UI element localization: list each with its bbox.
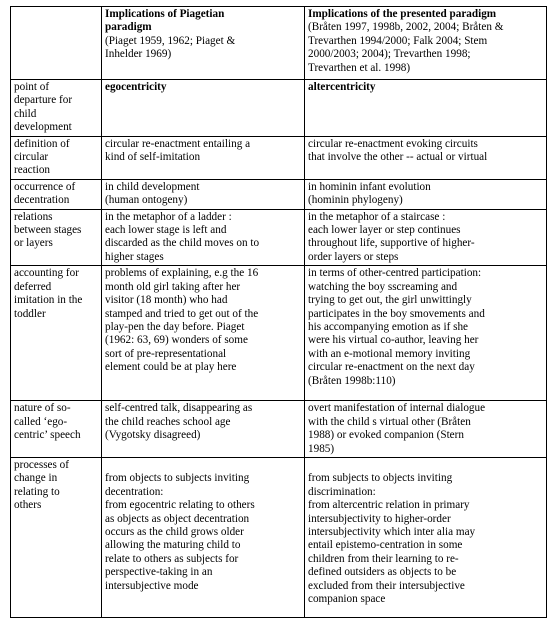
presented-line: 1985) bbox=[308, 442, 335, 455]
row-label-line: development bbox=[14, 121, 72, 134]
presented-line: order layers or steps bbox=[308, 250, 399, 263]
header-presented-refs-4: Trevarthen et al. 1998) bbox=[308, 61, 411, 74]
piaget-line: from egocentric relating to others bbox=[105, 499, 255, 512]
piaget-line: discarded as the child moves on to bbox=[105, 237, 260, 250]
table-row bbox=[11, 457, 547, 617]
table-body bbox=[11, 80, 547, 618]
presented-line: throughout life, supportive of higher- bbox=[308, 237, 475, 250]
table-row bbox=[11, 401, 547, 458]
piaget-cell bbox=[102, 136, 305, 179]
piaget-line: kind of self-imitation bbox=[105, 151, 201, 164]
presented-line: (Bråten 1998b:110) bbox=[308, 374, 396, 387]
presented-line: from altercentric relation in primary bbox=[308, 499, 470, 512]
piaget-line: (human ontogeny) bbox=[105, 194, 188, 207]
piaget-line: intersubjective mode bbox=[105, 579, 199, 592]
presented-line: his accompanying emotion as if she bbox=[308, 320, 469, 333]
piaget-cell bbox=[102, 179, 305, 209]
piaget-line: occurs as the child grows older bbox=[105, 525, 244, 538]
presented-cell bbox=[305, 136, 547, 179]
row-label-line: definition of bbox=[14, 137, 70, 150]
header-piaget-cell bbox=[102, 7, 305, 80]
piaget-cell bbox=[102, 266, 305, 401]
piaget-line: play-pen the day before. Piaget bbox=[105, 320, 245, 333]
presented-line: circular re-enactment on the next day bbox=[308, 361, 475, 374]
header-presented-cell bbox=[305, 7, 547, 80]
piaget-line: from objects to subjects inviting bbox=[105, 472, 250, 485]
piaget-line: (Vygotsky disagreed) bbox=[105, 429, 201, 442]
piaget-line: (1962: 63, 69) wonders of some bbox=[105, 334, 248, 347]
presented-line: with an e-motional memory inviting bbox=[308, 347, 471, 360]
presented-line: with the child s virtual other (Bråten bbox=[308, 415, 471, 428]
row-label-line: toddler bbox=[14, 307, 46, 320]
row-label-line: circular bbox=[14, 151, 49, 164]
piaget-line: each lower stage is left and bbox=[105, 224, 227, 237]
presented-cell bbox=[305, 401, 547, 458]
row-label-line: relating to bbox=[14, 485, 60, 498]
header-piaget-title-2: paradigm bbox=[105, 21, 152, 34]
piaget-cell bbox=[102, 80, 305, 137]
piaget-line: self-centred talk, disappearing as bbox=[105, 402, 253, 415]
row-label-line: imitation in the bbox=[14, 294, 83, 307]
row-label-line: others bbox=[14, 499, 42, 512]
piaget-line: stamped and tried to get out of the bbox=[105, 307, 259, 320]
presented-cell bbox=[305, 457, 547, 617]
piaget-line: as objects as object decentration bbox=[105, 512, 250, 525]
presented-cell bbox=[305, 179, 547, 209]
presented-line: (hominin phylogeny) bbox=[308, 194, 403, 207]
header-presented-refs-2: Trevarthen 1994/2000; Falk 2004; Stem bbox=[308, 34, 488, 47]
presented-line: intersubjectivity which inter alia may bbox=[308, 525, 476, 538]
piaget-cell bbox=[102, 209, 305, 266]
presented-line: in terms of other-centred participation: bbox=[308, 267, 482, 280]
piaget-line: visitor (18 month) who had bbox=[105, 294, 228, 307]
presented-cell bbox=[305, 266, 547, 401]
presented-line: children from their learning to re- bbox=[308, 552, 459, 565]
comparison-table bbox=[10, 6, 547, 618]
piaget-line: circular re-enactment entailing a bbox=[105, 137, 251, 150]
presented-line: excluded from their intersubjective bbox=[308, 579, 465, 592]
piaget-line: relate to others as subjects for bbox=[105, 552, 239, 565]
piaget-cell bbox=[102, 401, 305, 458]
row-label-line: between stages bbox=[14, 224, 82, 237]
presented-line: that involve the other -- actual or virtual bbox=[308, 151, 488, 164]
table-row bbox=[11, 266, 547, 401]
presented-line: trying to get out, the girl unwittingly bbox=[308, 294, 472, 307]
piaget-line: perspective-taking in an bbox=[105, 566, 213, 579]
presented-line: from subjects to objects inviting bbox=[308, 472, 453, 485]
presented-line: altercentricity bbox=[308, 81, 376, 93]
header-presented-refs-3: 2000/2003; 2004); Trevarthen 1998; bbox=[308, 48, 471, 61]
row-label-line: processes of bbox=[14, 458, 69, 471]
presented-line: in hominin infant evolution bbox=[308, 180, 431, 193]
row-label-line: deferred bbox=[14, 280, 52, 293]
row-label-line: relations bbox=[14, 210, 53, 223]
header-piaget-refs-2: Inhelder 1969) bbox=[105, 48, 172, 61]
presented-line: participates in the boy smovements and bbox=[308, 307, 485, 320]
header-piaget-title-1: Implications of Piagetian bbox=[105, 8, 225, 20]
row-label-cell bbox=[11, 136, 102, 179]
presented-line: overt manifestation of internal dialogue bbox=[308, 402, 486, 415]
row-label-cell bbox=[11, 401, 102, 458]
presented-line: entail epistemo-centration in some bbox=[308, 539, 463, 552]
piaget-line: the child reaches school age bbox=[105, 415, 231, 428]
row-label-cell bbox=[11, 209, 102, 266]
header-presented-title-1: Implications of the presented paradigm bbox=[308, 8, 497, 20]
row-label-line: occurrence of bbox=[14, 180, 76, 193]
row-label-line: departure for bbox=[14, 94, 73, 107]
presented-line bbox=[308, 459, 543, 472]
piaget-line: month old girl taking after her bbox=[105, 280, 241, 293]
piaget-line: higher stages bbox=[105, 250, 164, 263]
presented-line: watching the boy sscreaming and bbox=[308, 280, 458, 293]
piaget-line: element could be at play here bbox=[105, 361, 237, 374]
presented-line: companion space bbox=[308, 592, 386, 605]
presented-line: defined outsiders as objects to be bbox=[308, 566, 457, 579]
piaget-line: problems of explaining, e.g the 16 bbox=[105, 267, 259, 280]
row-label-cell bbox=[11, 179, 102, 209]
row-label-line: accounting for bbox=[14, 267, 79, 280]
piaget-line: in the metaphor of a ladder : bbox=[105, 210, 232, 223]
piaget-line bbox=[105, 459, 301, 472]
piaget-cell bbox=[102, 457, 305, 617]
presented-line: each lower layer or step continues bbox=[308, 224, 461, 237]
presented-cell bbox=[305, 209, 547, 266]
row-label-line: called ‘ego- bbox=[14, 415, 68, 428]
piaget-line: egocentricity bbox=[105, 81, 167, 93]
row-label-line: or layers bbox=[14, 237, 53, 250]
row-label-line: change in bbox=[14, 472, 58, 485]
table-row bbox=[11, 80, 547, 137]
row-label-cell bbox=[11, 266, 102, 401]
presented-line: intersubjectivity to higher-order bbox=[308, 512, 451, 525]
header-empty-cell bbox=[11, 7, 102, 80]
presented-line: 1988) or evoked companion (Stern bbox=[308, 429, 464, 442]
header-presented-refs-1: (Bråten 1997, 1998b, 2002, 2004; Bråten & bbox=[308, 21, 504, 34]
row-label-line: reaction bbox=[14, 164, 51, 177]
presented-line: discrimination: bbox=[308, 485, 376, 498]
row-label-cell bbox=[11, 80, 102, 137]
table-row bbox=[11, 136, 547, 179]
row-label-cell bbox=[11, 457, 102, 617]
piaget-line: in child development bbox=[105, 180, 200, 193]
piaget-line: decentration: bbox=[105, 485, 164, 498]
header-row bbox=[11, 7, 547, 80]
table-row bbox=[11, 179, 547, 209]
presented-line: in the metaphor of a staircase : bbox=[308, 210, 446, 223]
table-row bbox=[11, 209, 547, 266]
row-label-line: child bbox=[14, 107, 37, 120]
row-label-line: nature of so- bbox=[14, 402, 71, 415]
presented-line: circular re-enactment evoking circuits bbox=[308, 137, 478, 150]
row-label-line: point of bbox=[14, 81, 50, 93]
header-piaget-refs-1: (Piaget 1959, 1962; Piaget & bbox=[105, 34, 236, 47]
presented-cell bbox=[305, 80, 547, 137]
row-label-line: centric’ speech bbox=[14, 429, 81, 442]
piaget-line: sort of pre-representational bbox=[105, 347, 227, 360]
piaget-line: allowing the maturing child to bbox=[105, 539, 241, 552]
row-label-line: decentration bbox=[14, 194, 70, 207]
presented-line: were his virtual co-author, leaving her bbox=[308, 334, 479, 347]
